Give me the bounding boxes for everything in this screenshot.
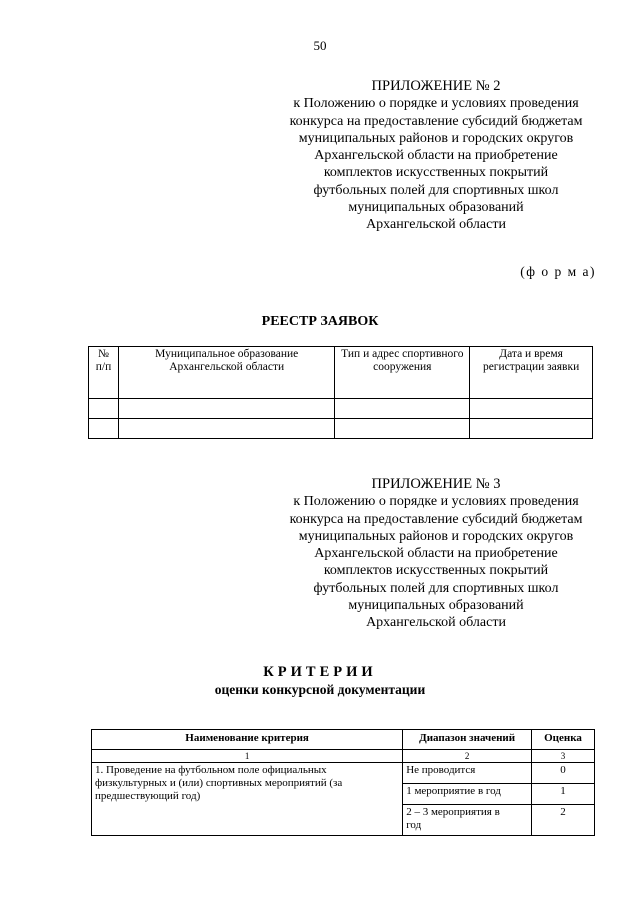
registry-cell [89, 399, 119, 419]
registry-empty-row [89, 399, 593, 419]
criteria-title: КРИТЕРИИ [263, 664, 377, 680]
appendix-2-line: к Положению о порядке и условиях проведения [293, 96, 579, 112]
appendix-2-line: муниципальных образований [348, 200, 524, 216]
registry-header-municipality: Муниципальное образование Архангельской области [118, 347, 335, 399]
criteria-table [91, 729, 595, 836]
registry-cell [89, 419, 119, 439]
form-label: (ф о р м а) [520, 264, 596, 279]
appendix-3-line: Архангельской области на приобретение [314, 546, 558, 562]
registry-table [88, 346, 593, 439]
criteria-header-score: Оценка [532, 730, 595, 750]
appendix-3-line: муниципальных образований [348, 598, 524, 614]
appendix-3-title: ПРИЛОЖЕНИЕ № 3 [371, 476, 501, 492]
appendix-2-line: Архангельской области [366, 217, 506, 233]
appendix-3-line: конкурса на предоставление субсидий бюджетам [289, 511, 583, 527]
registry-empty-row [89, 419, 593, 439]
criterion-range: 1 мероприятие в год [403, 784, 532, 805]
registry-header-number: № п/п [89, 347, 119, 399]
page-number: 50 [313, 38, 327, 53]
registry-cell [470, 399, 593, 419]
registry-title: РЕЕСТР ЗАЯВОК [261, 314, 379, 329]
appendix-3-line: к Положению о порядке и условиях проведения [293, 494, 579, 510]
criteria-header-range: Диапазон значений [403, 730, 532, 750]
column-number: 1 [92, 750, 403, 763]
criteria-header-name: Наименование критерия [92, 730, 403, 750]
appendix-2-line: муниципальных районов и городских округов [298, 130, 574, 146]
appendix-2-heading [270, 78, 602, 234]
registry-header-datetime: Дата и время регистрации заявки [470, 347, 593, 399]
appendix-2-title: ПРИЛОЖЕНИЕ № 2 [371, 78, 501, 94]
criterion-score: 1 [532, 784, 595, 805]
appendix-2-line: комплектов искусственных покрытий [323, 165, 549, 181]
criterion-name: 1. Проведение на футбольном поле официальных физкультурных и (или) спортивных мероприятий (за предшествующий год) [92, 763, 403, 836]
criterion-range: 2 – 3 мероприятия в год [403, 805, 532, 836]
registry-header-row [89, 347, 593, 399]
criteria-row [92, 763, 595, 784]
appendix-2-line: футбольных полей для спортивных школ [313, 182, 559, 198]
registry-cell [335, 419, 470, 439]
appendix-2-line: конкурса на предоставление субсидий бюджетам [289, 113, 583, 129]
column-number: 3 [532, 750, 595, 763]
appendix-2-line: Архангельской области на приобретение [314, 148, 558, 164]
column-number: 2 [403, 750, 532, 763]
registry-cell [118, 419, 335, 439]
registry-cell [470, 419, 593, 439]
appendix-3-heading [270, 476, 602, 632]
appendix-3-line: муниципальных районов и городских округов [298, 528, 574, 544]
registry-header-facility: Тип и адрес спортивного сооружения [335, 347, 470, 399]
criteria-number-row [92, 750, 595, 763]
criterion-score: 2 [532, 805, 595, 836]
appendix-3-line: комплектов искусственных покрытий [323, 563, 549, 579]
appendix-3-line: Архангельской области [366, 615, 506, 631]
criterion-score: 0 [532, 763, 595, 784]
criteria-subtitle: оценки конкурсной документации [214, 682, 426, 697]
criterion-range: Не проводится [403, 763, 532, 784]
appendix-3-line: футбольных полей для спортивных школ [313, 580, 559, 596]
registry-cell [118, 399, 335, 419]
criteria-header-row [92, 730, 595, 750]
registry-cell [335, 399, 470, 419]
